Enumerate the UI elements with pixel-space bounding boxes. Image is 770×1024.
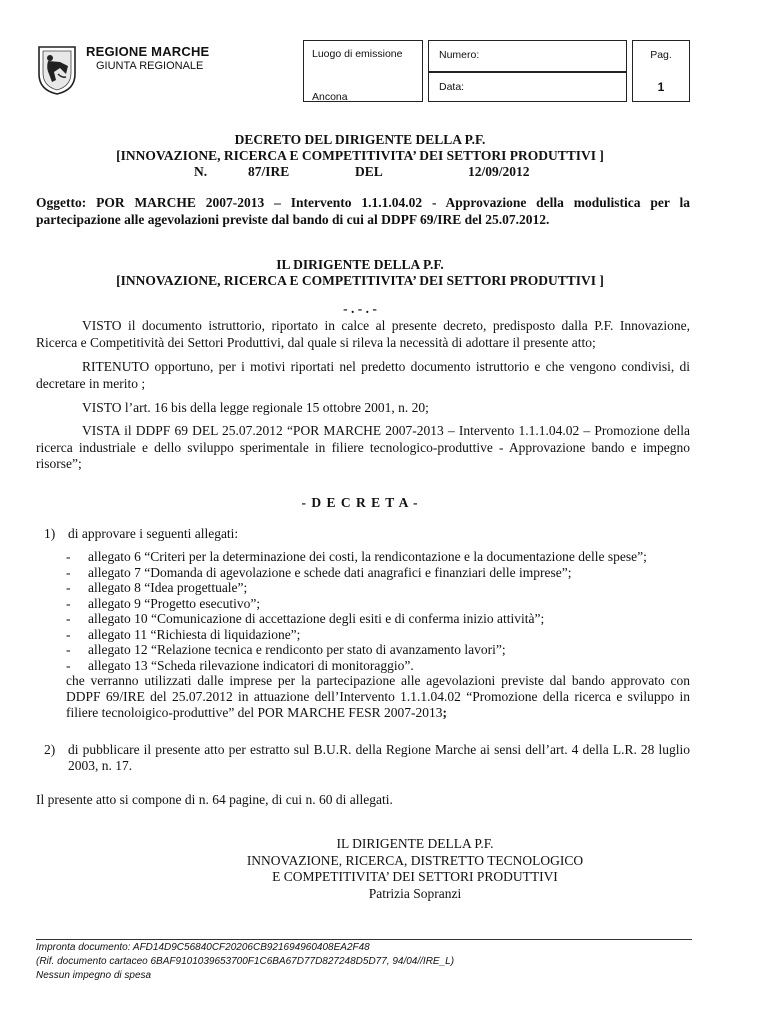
luogo-label: Luogo di emissione: [312, 48, 403, 60]
decree-office: [INNOVAZIONE, RICERCA E COMPETITIVITA’ DEI SETTORI PRODUTTIVI ]: [116, 148, 604, 163]
allegati-list: [66, 549, 690, 673]
item1-closing: che verranno utilizzati dalle imprese per la partecipazione alle agevolazioni previste dal bando approvato con DDPF 69/IRE del 25.07.2012 in attuazione dell’Intervento 1.1.1.04.02 “Promozione della ricerca e sviluppo in filiere tecnoloigico-produttive” del POR MARCHE FESR 2007-2013;: [66, 673, 690, 720]
number-label: N.: [194, 164, 208, 179]
footer-divider: [36, 939, 692, 940]
data-box: [428, 72, 627, 102]
decree-number: 87/IRE: [248, 164, 290, 179]
premise-visto: VISTO il documento istruttorio, riportato in calce al presente decreto, predisposto dalla P.F. Innovazione, Ricerca e Competitività dei Settori Produttivi, dal quale si rileva la necessità di adottare il presente atto;: [36, 318, 690, 350]
item2-number: 2): [44, 742, 56, 757]
page-box: [632, 40, 690, 102]
list-item: - allegato 9 “Progetto esecutivo”;: [66, 595, 261, 611]
premise-vista: VISTA il DDPF 69 DEL 25.07.2012 “POR MARCHE 2007-2013 – Intervento 1.1.1.04.02 – Promozione della ricerca industriale e dello sviluppo sperimentale in filiere tecnologico-produttive - Approvazione bando e impegno risorse”;: [36, 423, 690, 471]
luogo-value: Ancona: [312, 91, 348, 102]
data-label: Data:: [439, 81, 465, 93]
item2-text: di pubblicare il presente atto per estratto sul B.U.R. della Regione Marche ai sensi dell’art. 4 della L.R. 28 luglio 2003, n. 17.: [68, 742, 690, 773]
premise-ritenuto: RITENUTO opportuno, per i motivi riportati nel predetto documento istruttorio e che vengono condivisi, di decretare in merito ;: [36, 359, 690, 391]
item1-number: 1): [44, 526, 56, 541]
dirigente-heading: IL DIRIGENTE DELLA P.F.: [276, 257, 444, 272]
numero-label: Numero:: [439, 49, 480, 61]
numero-box: [428, 40, 627, 72]
luogo-box: [303, 40, 423, 102]
footer-impegno: Nessun impegno di spesa: [36, 970, 152, 981]
del-label: DEL: [355, 164, 383, 179]
decree-date: 12/09/2012: [468, 164, 530, 179]
list-item: - allegato 12 “Relazione tecnica e rendiconto per stato di avanzamento lavori”;: [66, 642, 506, 657]
dirigente-office: [INNOVAZIONE, RICERCA E COMPETITIVITA’ DEI SETTORI PRODUTTIVI ]: [116, 273, 604, 288]
signature-name: Patrizia Sopranzi: [368, 885, 462, 901]
pages-note: Il presente atto si compone di n. 64 pagine, di cui n. 60 di allegati.: [36, 792, 393, 807]
list-item: - allegato 10 “Comunicazione di accettazione degli esiti e di conferma inizio attività”;: [66, 611, 545, 626]
footer-rif: (Rif. documento cartaceo 6BAF9101039653700F1C6BA67D77D827248D5D77, 94/04//IRE_L): [36, 956, 455, 967]
footer-impronta: Impronta documento: AFD14D9C56840CF20206CB921694960408EA2F48: [36, 942, 370, 953]
item1-text: di approvare i seguenti allegati:: [68, 526, 239, 541]
regione-marche-logo-icon: [36, 44, 78, 96]
list-item: - allegato 7 “Domanda di agevolazione e schede dati anagrafici e finanziari delle imprese”;: [66, 564, 572, 580]
list-item: - allegato 11 “Richiesta di liquidazione”;: [66, 626, 301, 642]
signature-office-1: INNOVAZIONE, RICERCA, DISTRETTO TECNOLOGICO: [246, 852, 584, 868]
premise-visto-art: VISTO l’art. 16 bis della legge regionale 15 ottobre 2001, n. 20;: [82, 400, 429, 415]
decree-title: DECRETO DEL DIRIGENTE DELLA P.F.: [234, 132, 486, 147]
org-name: REGIONE MARCHE: [86, 44, 210, 59]
separator: - . - . -: [343, 301, 377, 316]
page-label: Pag.: [650, 49, 672, 61]
list-item: - allegato 8 “Idea progettuale”;: [66, 580, 248, 595]
list-item: - allegato 6 “Criteri per la determinazione dei costi, la rendicontazione e la documentazione delle spese”;: [66, 549, 647, 564]
signature-office-2: E COMPETITIVITA’ DEI SETTORI PRODUTTIVI: [272, 869, 558, 884]
page-number: 1: [657, 80, 665, 94]
decreta-heading: - D E C R E T A -: [301, 495, 419, 510]
signature-block: [0, 836, 770, 902]
signature-title: IL DIRIGENTE DELLA P.F.: [336, 836, 494, 851]
org-subtitle: GIUNTA REGIONALE: [96, 60, 204, 72]
list-item: - allegato 13 “Scheda rilevazione indicatori di monitoraggio”.: [66, 657, 414, 673]
oggetto: Oggetto: POR MARCHE 2007-2013 – Intervento 1.1.1.04.02 - Approvazione della modulistica per la partecipazione alle agevolazioni previste dal bando di cui al DDPF 69/IRE del 25.07.2012.: [36, 195, 690, 227]
